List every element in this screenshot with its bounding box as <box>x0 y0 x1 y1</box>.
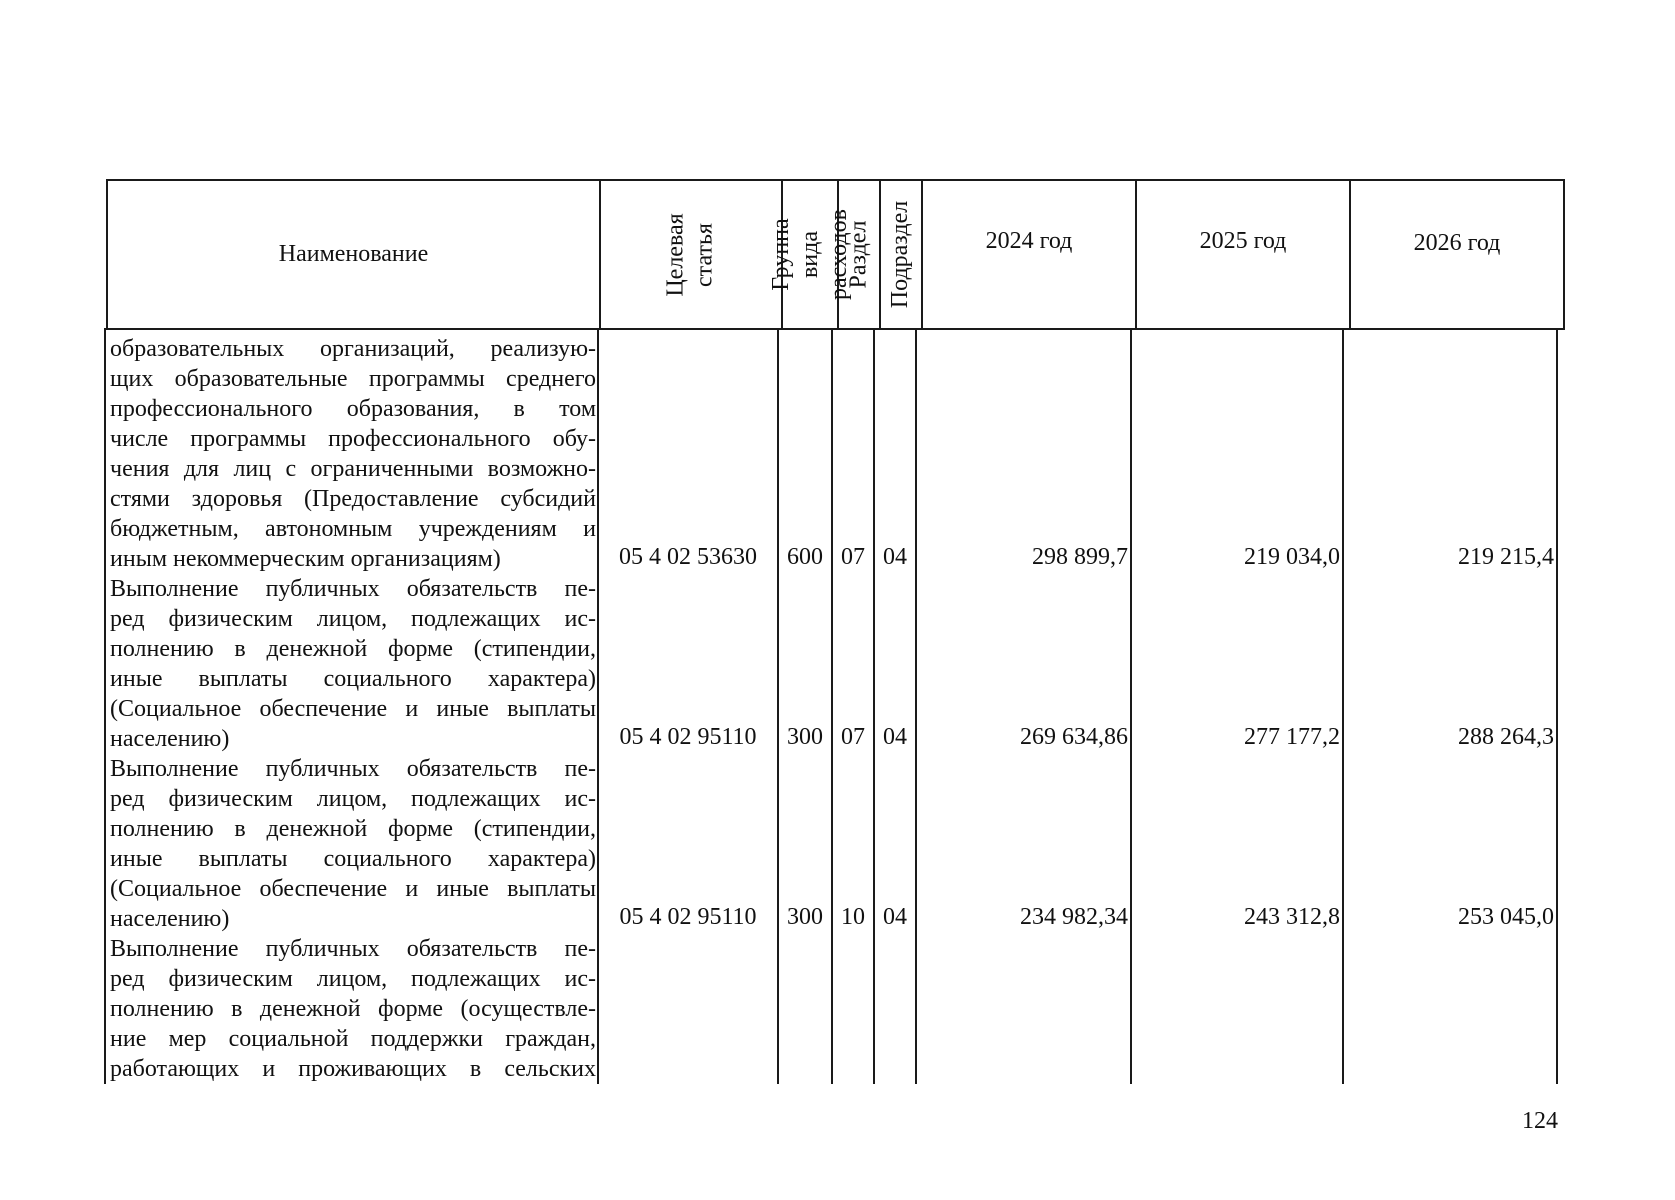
description-line: населению) <box>110 726 230 752</box>
header-expense-group-text: Группа вида расходов <box>767 209 852 300</box>
col-divider <box>1563 179 1565 330</box>
description-line: ред физическим лицом, подлежащих ис- <box>110 606 596 632</box>
description-line: ред физическим лицом, подлежащих ис- <box>110 786 596 812</box>
row1-subsection: 04 <box>883 544 907 570</box>
description-line: (Социальное обеспечение и иные выплаты <box>110 876 596 902</box>
col-divider <box>873 328 875 1084</box>
row3-target: 05 4 02 95110 <box>619 904 757 930</box>
header-section <box>839 181 879 328</box>
row2-target: 05 4 02 95110 <box>619 724 757 750</box>
row1-2025: 219 034,0 <box>1244 544 1340 570</box>
description-line: ред физическим лицом, подлежащих ис- <box>110 966 596 992</box>
header-section-text: Раздел <box>845 220 872 289</box>
col-divider <box>1130 328 1132 1084</box>
header-subsection-text: Подраздел <box>887 200 914 309</box>
description-line: работающих и проживающих в сельских <box>110 1056 596 1082</box>
description-line: (Социальное обеспечение и иные выплаты <box>110 696 596 722</box>
col-divider <box>1556 328 1558 1084</box>
col-divider <box>597 328 599 1084</box>
header-2026: 2026 год <box>1413 229 1501 256</box>
description-line: полнению в денежной форме (осуществле- <box>110 996 596 1022</box>
row1-group: 600 <box>787 544 823 570</box>
description-line: бюджетным, автономным учреждениям и <box>110 516 596 542</box>
header-target-article-text: Целевая статья <box>662 212 718 297</box>
description-line: Выполнение публичных обязательств пе- <box>110 936 596 962</box>
row2-2024: 269 634,86 <box>1020 724 1128 750</box>
header-bottom-border <box>106 328 1565 330</box>
description-line: Выполнение публичных обязательств пе- <box>110 576 596 602</box>
row3-2025: 243 312,8 <box>1244 904 1340 930</box>
row3-subsection: 04 <box>883 904 907 930</box>
description-line: полнению в денежной форме (стипендии, <box>110 636 596 662</box>
col-divider <box>777 328 779 1084</box>
row3-2024: 234 982,34 <box>1020 904 1128 930</box>
description-line: полнению в денежной форме (стипендии, <box>110 816 596 842</box>
col-divider <box>831 328 833 1084</box>
description-line: иным некоммерческим организациям) <box>110 546 501 572</box>
row3-2026: 253 045,0 <box>1458 904 1554 930</box>
row1-target: 05 4 02 53630 <box>619 544 757 570</box>
description-line: щих образовательные программы среднего <box>110 366 596 392</box>
header-target-article <box>601 181 781 328</box>
header-name: Наименование <box>278 241 429 267</box>
row2-2026: 288 264,3 <box>1458 724 1554 750</box>
col-divider <box>104 328 106 1084</box>
description-line: Выполнение публичных обязательств пе- <box>110 756 596 782</box>
description-line: иные выплаты социального характера) <box>110 666 596 692</box>
row1-section: 07 <box>841 544 865 570</box>
description-line: ние мер социальной поддержки граждан, <box>110 1026 596 1052</box>
description-line: числе программы профессионального обу- <box>110 426 596 452</box>
row2-subsection: 04 <box>883 724 907 750</box>
header-expense-group <box>767 181 852 328</box>
page-number: 124 <box>1522 1108 1558 1134</box>
col-divider <box>1342 328 1344 1084</box>
description-line: чения для лиц с ограниченными возможно- <box>110 456 596 482</box>
row1-2026: 219 215,4 <box>1458 544 1554 570</box>
row2-2025: 277 177,2 <box>1244 724 1340 750</box>
description-line: населению) <box>110 906 230 932</box>
col-divider <box>915 328 917 1084</box>
description-line: профессионального образования, в том <box>110 396 596 422</box>
description-line: иные выплаты социального характера) <box>110 846 596 872</box>
header-subsection <box>881 181 921 328</box>
row2-group: 300 <box>787 724 823 750</box>
row3-section: 10 <box>841 904 865 930</box>
header-2024: 2024 год <box>985 227 1073 254</box>
row2-section: 07 <box>841 724 865 750</box>
description-line: образовательных организаций, реализую- <box>110 336 596 362</box>
row3-group: 300 <box>787 904 823 930</box>
description-line: стями здоровья (Предоставление субсидий <box>110 486 596 512</box>
header-2025: 2025 год <box>1199 227 1287 254</box>
row1-2024: 298 899,7 <box>1032 544 1128 570</box>
